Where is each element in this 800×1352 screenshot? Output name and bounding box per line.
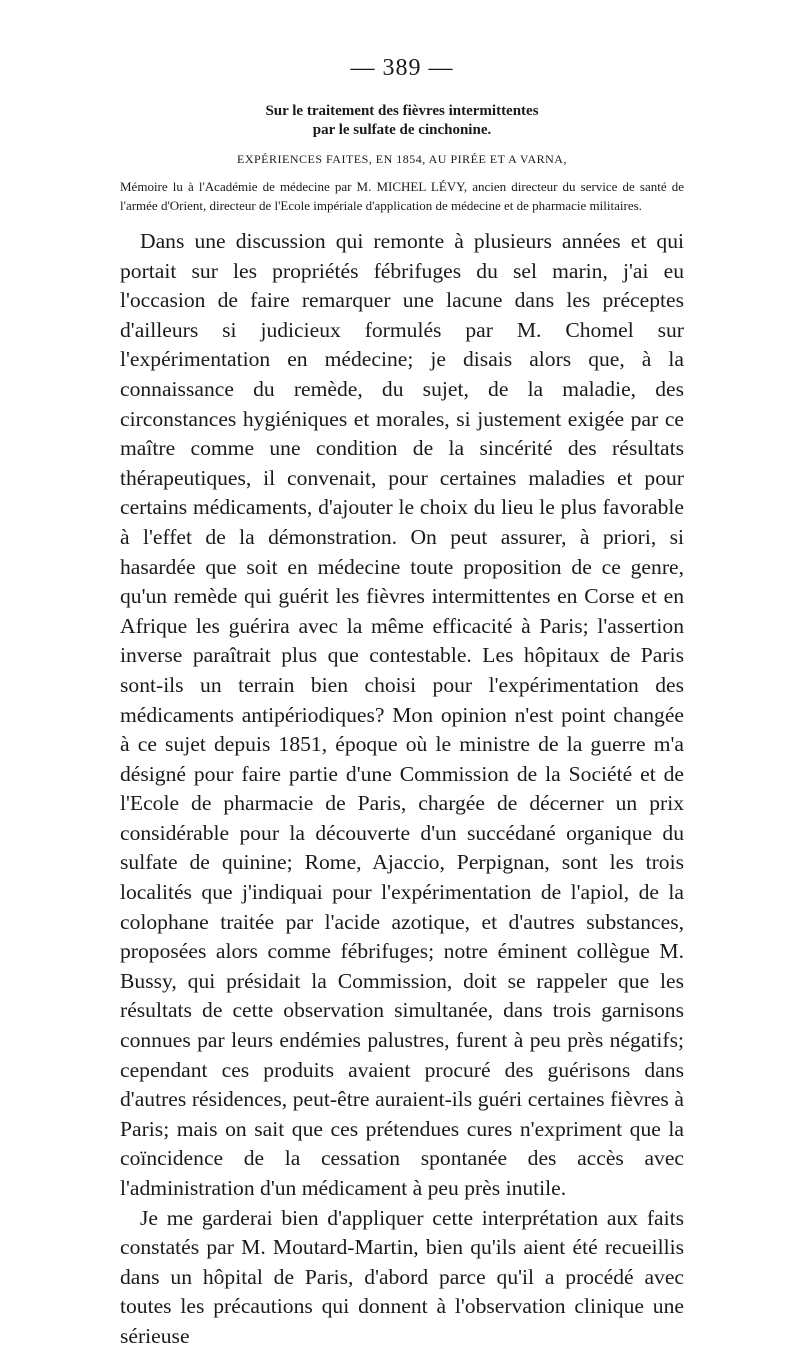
article-title-line-2: par le sulfate de cinchonine.: [312, 122, 492, 138]
article-title-line-1: Sur le traitement des fièvres intermittentes: [265, 103, 539, 119]
page-number: — 389 —: [350, 55, 454, 81]
paragraph-2: Je me garderai bien d'appliquer cette interprétation aux faits constatés par M. Moutard-Martin, bien qu'ils aient été recueillis dans un hôpital de Paris, d'abord parce qu'il a procédé avec toutes les précautions qui donnent à l'observation clinique une sérieuse: [120, 1205, 684, 1348]
document-page: [120, 55, 684, 1352]
memoir-note: Mémoire lu à l'Académie de médecine par M. MICHEL LÉVY, ancien directeur du service de santé de l'armée d'Orient, directeur de l'Ecole impériale d'application de médecine et de pharmacie militaires.: [120, 179, 684, 213]
article-subtitle: EXPÉRIENCES FAITES, EN 1854, AU PIRÉE ET A VARNA,: [237, 152, 567, 166]
paragraph-1: Dans une discussion qui remonte à plusieurs années et qui portait sur les propriétés fébrifuges du sel marin, j'ai eu l'occasion de faire remarquer une lacune dans les préceptes d'ailleurs si judicieux formulés par M. Chomel sur l'expérimentation en médecine; je disais alors que, à la connaissance du remède, du sujet, de la maladie, des circonstances hygiéniques et morales, si justement exigée par ce maître comme une condition de la sincérité des résultats thérapeutiques, il convenait, pour certaines maladies et pour certains médicaments, d'ajouter le choix du lieu le plus favorable à l'effet de la démonstration. On peut assurer, à priori, si hasardée que soit en médecine toute proposition de ce genre, qu'un remède qui guérit les fièvres intermittentes en Corse et en Afrique les guérira avec la même efficacité à Paris; l'assertion inverse paraîtrait plus que contestable. Les hôpitaux de Paris sont-ils un terrain bien choisi pour l'expérimentation des médicaments antipériodiques? Mon opinion n'est point changée à ce sujet depuis 1851, époque où le ministre de la guerre m'a désigné pour faire partie d'une Commission de la Société et de l'Ecole de pharmacie de Paris, chargée de décerner un prix considérable pour la découverte d'un succédané organique du sulfate de quinine; Rome, Ajaccio, Perpignan, sont les trois localités que j'indiquai pour l'expérimentation de l'apiol, de la colophane traitée par l'acide azotique, et d'autres substances, proposées alors comme fébrifuges; notre éminent collègue M. Bussy, qui présidait la Commission, doit se rappeler que les résultats de cette observation simultanée, dans trois garnisons connues par leurs endémies palustres, furent à peu près négatifs; cependant ces produits avaient procuré des guérisons dans d'autres résidences, peut-être auraient-ils guéri certaines fièvres à Paris; mais on sait que ces prétendues cures n'expriment que la coïncidence de la cessation spontanée des accès avec l'administration d'un médicament à peu près inutile.: [120, 229, 684, 1200]
body-text: [120, 227, 684, 1352]
